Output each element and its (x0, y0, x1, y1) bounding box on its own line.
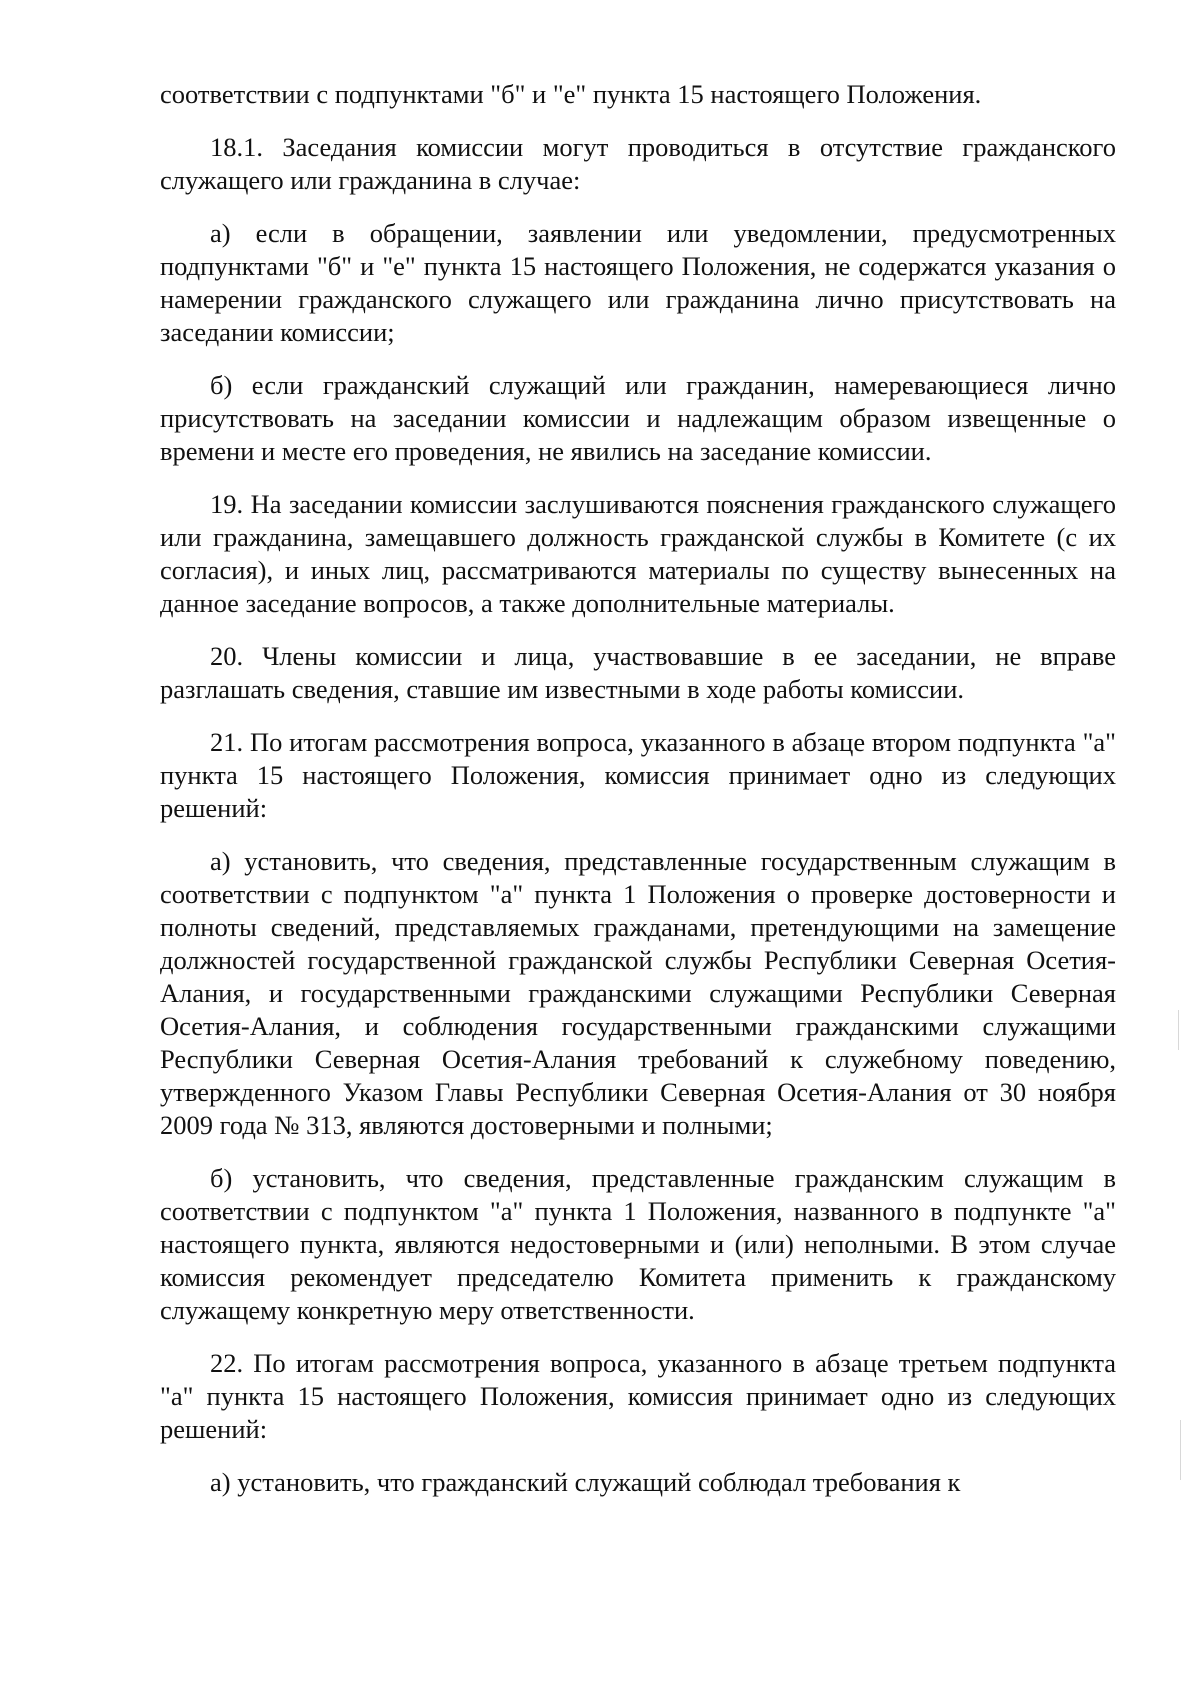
paragraph-21-b: б) установить, что сведения, представленные гражданским служащим в соответствии с подпунктом "а" пункта 1 Положения, названного в подпункте "а" настоящего пункта, являются недостоверными и (или) неполными. В этом случае комиссия рекомендует председателю Комитета применить к гражданскому служащему конкретную меру ответственности. (160, 1163, 1116, 1325)
paragraph-20: 20. Члены комиссии и лица, участвовавшие в ее заседании, не вправе разглашать сведения, ставшие им известными в ходе работы комиссии. (160, 641, 1116, 704)
document-body (160, 78, 1116, 1519)
paragraph-18-1-a: а) если в обращении, заявлении или уведомлении, предусмотренных подпунктами "б" и "е" пункта 15 настоящего Положения, не содержатся указания о намерении гражданского служащего или гражданина лично присутствовать на заседании комиссии; (160, 218, 1116, 347)
scan-edge-mark (1178, 1010, 1179, 1050)
paragraph-18-1-b: б) если гражданский служащий или гражданин, намеревающиеся лично присутствовать на заседании комиссии и надлежащим образом извещенные о времени и месте его проведения, не явились на заседание комиссии. (160, 370, 1116, 466)
paragraph-21: 21. По итогам рассмотрения вопроса, указанного в абзаце втором подпункта "а" пункта 15 настоящего Положения, комиссия принимает одно из следующих решений: (160, 727, 1116, 823)
paragraph-22-a: а) установить, что гражданский служащий соблюдал требования к (210, 1467, 961, 1497)
paragraph-continuation: соответствии с подпунктами "б" и "е" пункта 15 настоящего Положения. (160, 79, 982, 109)
paragraph-18-1: 18.1. Заседания комиссии могут проводиться в отсутствие гражданского служащего или гражданина в случае: (160, 132, 1116, 195)
paragraph-22: 22. По итогам рассмотрения вопроса, указанного в абзаце третьем подпункта "а" пункта 15 настоящего Положения, комиссия принимает одно из следующих решений: (160, 1348, 1116, 1444)
paragraph-21-a: а) установить, что сведения, представленные государственным служащим в соответствии с подпунктом "а" пункта 1 Положения о проверке достоверности и полноты сведений, представляемых гражданами, претендующими на замещение должностей государственной гражданской службы Республики Северная Осетия-Алания, и государственными гражданскими служащими Республики Северная Осетия-Алания, и соблюдения государственными гражданскими служащими Республики Северная Осетия-Алания требований к служебному поведению, утвержденного Указом Главы Республики Северная Осетия-Алания от 30 ноября 2009 года № 313, являются достоверными и полными; (160, 846, 1116, 1140)
paragraph-19: 19. На заседании комиссии заслушиваются пояснения гражданского служащего или гражданина, замещавшего должность гражданской службы в Комитете (с их согласия), и иных лиц, рассматриваются материалы по существу вынесенных на данное заседание вопросов, а также дополнительные материалы. (160, 489, 1116, 618)
scan-edge-mark (1180, 1420, 1181, 1480)
